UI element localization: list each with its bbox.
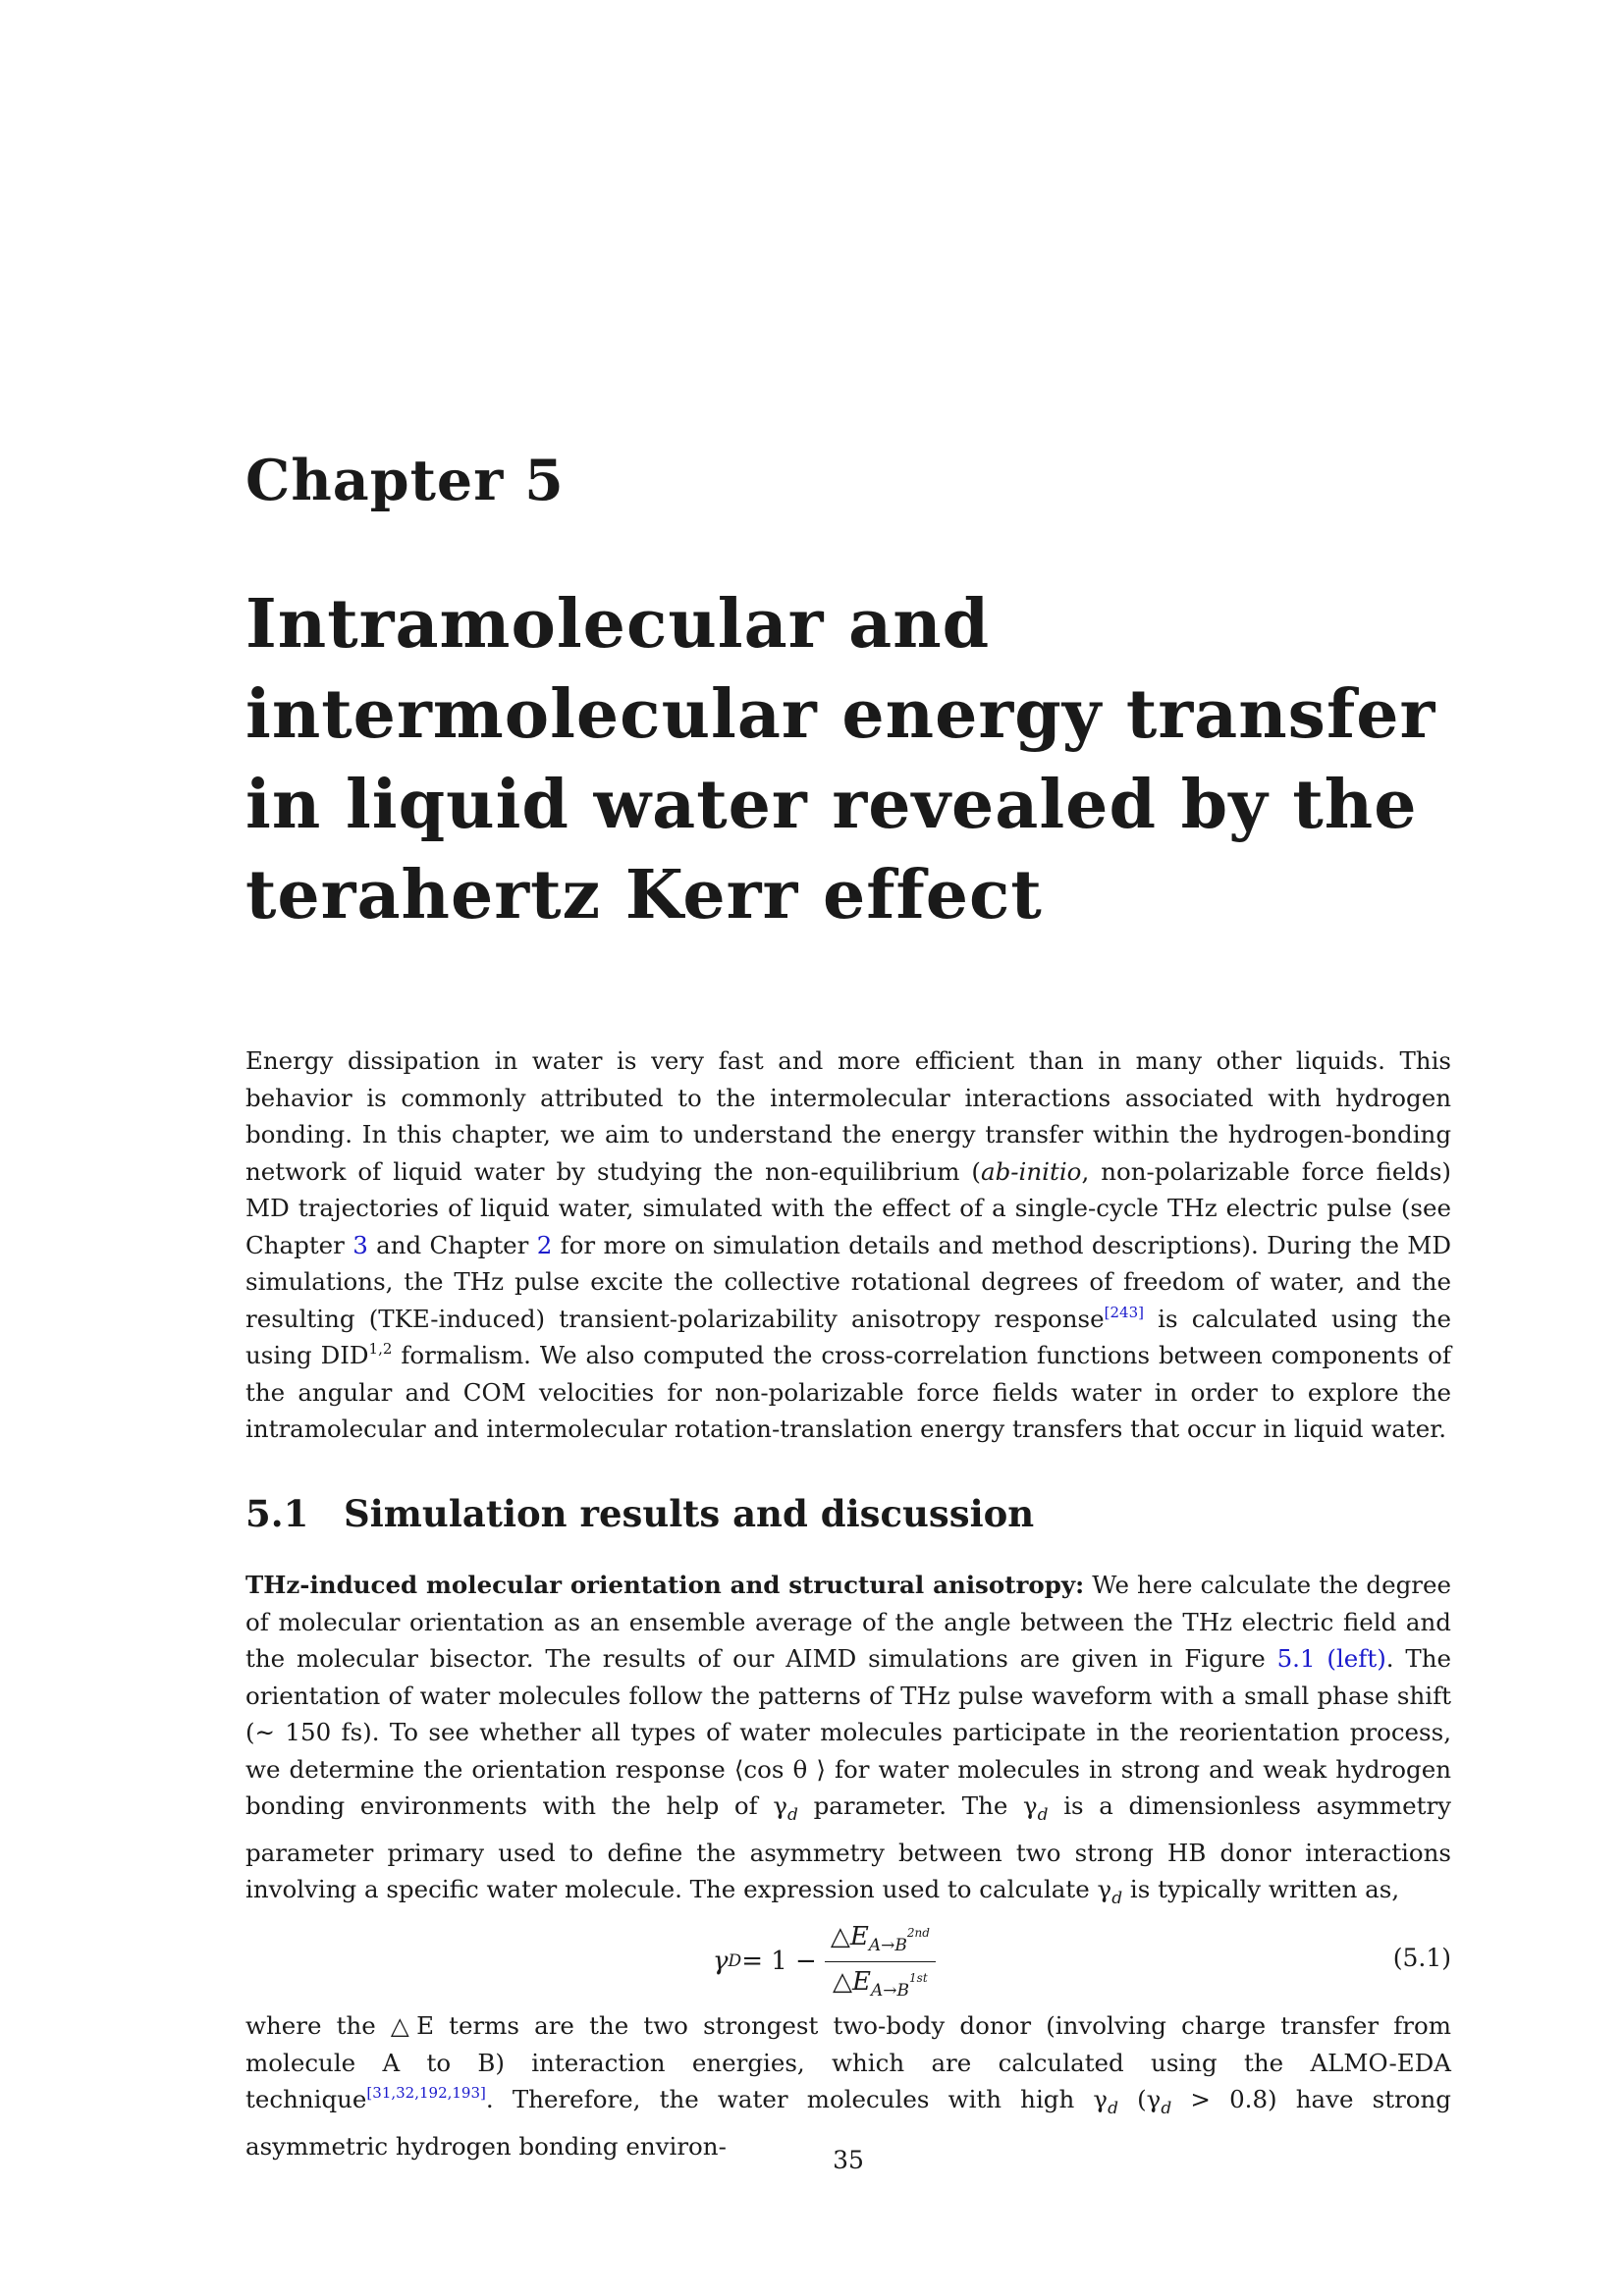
eq-den-prefix: △E: [833, 1966, 872, 1997]
gamma-subscript: d: [1111, 1889, 1123, 1908]
post-equation-paragraph: [245, 2007, 1451, 2164]
section-number: 5.1: [245, 1492, 309, 1535]
citation-243-link[interactable]: [243]: [1104, 1303, 1144, 1321]
eq-lhs: γ: [713, 1947, 729, 1976]
chapter-2-link[interactable]: 2: [536, 1230, 553, 1259]
section-text-2: . The orientation of water molecules follow the patterns of THz pulse waveform with a small phase shift (∼ 150 fs). To see whether all types of water molecules participate in the reorientation process, we determine the orientation response ⟨cos θ ⟩ for water molecules in strong and weak hydrogen bonding environments with the help of γ: [245, 1644, 1451, 1820]
section-title: Simulation results and discussion: [344, 1492, 1035, 1535]
eq-num-subscript: A→B: [868, 1935, 907, 1955]
equation-body: [713, 1921, 936, 2001]
intro-text-5: is calculated using the using DID: [245, 1304, 1451, 1369]
intro-italic: ab-initio: [980, 1156, 1082, 1186]
citation-almo-link[interactable]: [31,32,192,193]: [366, 2084, 486, 2102]
gamma-subscript: d: [1037, 1805, 1049, 1825]
intro-text-1: Energy dissipation in water is very fast and more efficient than in many other liquids. This behavior is commonly attributed to the intermolecular interactions associated with hydrogen bonding. In this chapter, we aim to understand the energy transfer within the hydrogen-bonding network of liquid water by studying the non-equilibrium (: [245, 1046, 1451, 1186]
page-number: 35: [833, 2146, 864, 2174]
section-text-4: is a dimensionless asymmetry parameter primary used to define the asymmetry between two strong HB donor interactions involving a specific water molecule. The expression used to calculate γ: [245, 1791, 1451, 1903]
equation-number: (5.1): [1392, 1944, 1451, 1972]
section-text-3: parameter. The γ: [797, 1791, 1038, 1820]
eq-middle: = 1 −: [741, 1947, 817, 1976]
chapter-title: Intramolecular and intermolecular energy transfer in liquid water revealed by the terahertz Kerr effect: [245, 585, 1436, 934]
after-text-1: where the △E terms are the two strongest two-body donor (involving charge transfer from molecule A to B) interaction energies, which are calculated using the ALMO-EDA technique: [245, 2011, 1451, 2113]
intro-paragraph: [245, 1042, 1451, 1448]
after-text-4: > 0.8) have strong asymmetric hydrogen bonding environ-: [245, 2085, 1451, 2161]
intro-text-4: for more on simulation details and method descriptions). During the MD simulations, the THz pulse excite the collective rotational degrees of freedom of water, and the resulting (TKE-induced) transient-polarizability anisotropy response: [245, 1230, 1451, 1333]
eq-num-prefix: △E: [830, 1921, 869, 1951]
figure-5-1-link[interactable]: 5.1 (left): [1276, 1644, 1386, 1673]
after-text-2: . Therefore, the water molecules with high γ: [485, 2085, 1109, 2113]
section-text-1: We here calculate the degree of molecular orientation as an ensemble average of the angle between the THz electric field and the molecular bisector. The results of our AIMD simulations are given in Figure: [245, 1571, 1451, 1673]
did-superscript: 1,2: [368, 1340, 393, 1358]
gamma-subscript: d: [1161, 2099, 1172, 2118]
gamma-subscript: d: [1108, 2099, 1118, 2118]
section-heading: [245, 1492, 1034, 1535]
eq-numerator: [825, 1917, 936, 1961]
chapter-label: Chapter 5: [245, 448, 565, 513]
after-text-3: (γ: [1117, 2085, 1162, 2113]
equation-5-1: [245, 1921, 1451, 2001]
gamma-subscript: d: [787, 1805, 798, 1825]
eq-den-subscript: A→B: [871, 1980, 910, 2001]
eq-denominator: [827, 1962, 934, 2006]
intro-text-3: and Chapter: [367, 1230, 537, 1259]
paragraph-lead: THz-induced molecular orientation and structural anisotropy:: [245, 1571, 1085, 1599]
chapter-3-link[interactable]: 3: [352, 1230, 368, 1259]
intro-text-2: , non-polarizable force fields) MD trajectories of liquid water, simulated with the effect of a single-cycle THz electric pulse (see Chapter: [245, 1156, 1451, 1259]
eq-den-superscript: 1st: [909, 1970, 928, 1985]
section-paragraph: [245, 1567, 1451, 1918]
intro-text-6: formalism. We also computed the cross-correlation functions between components of the angular and COM velocities for non-polarizable force fields water in order to explore the intramolecular and intermolecular rotation-translation energy transfers that occur in liquid water.: [245, 1341, 1451, 1443]
section-text-5: is typically written as,: [1122, 1875, 1400, 1903]
eq-fraction: [825, 1917, 936, 2006]
eq-num-superscript: 2nd: [906, 1925, 930, 1940]
eq-lhs-subscript: D: [728, 1951, 742, 1971]
